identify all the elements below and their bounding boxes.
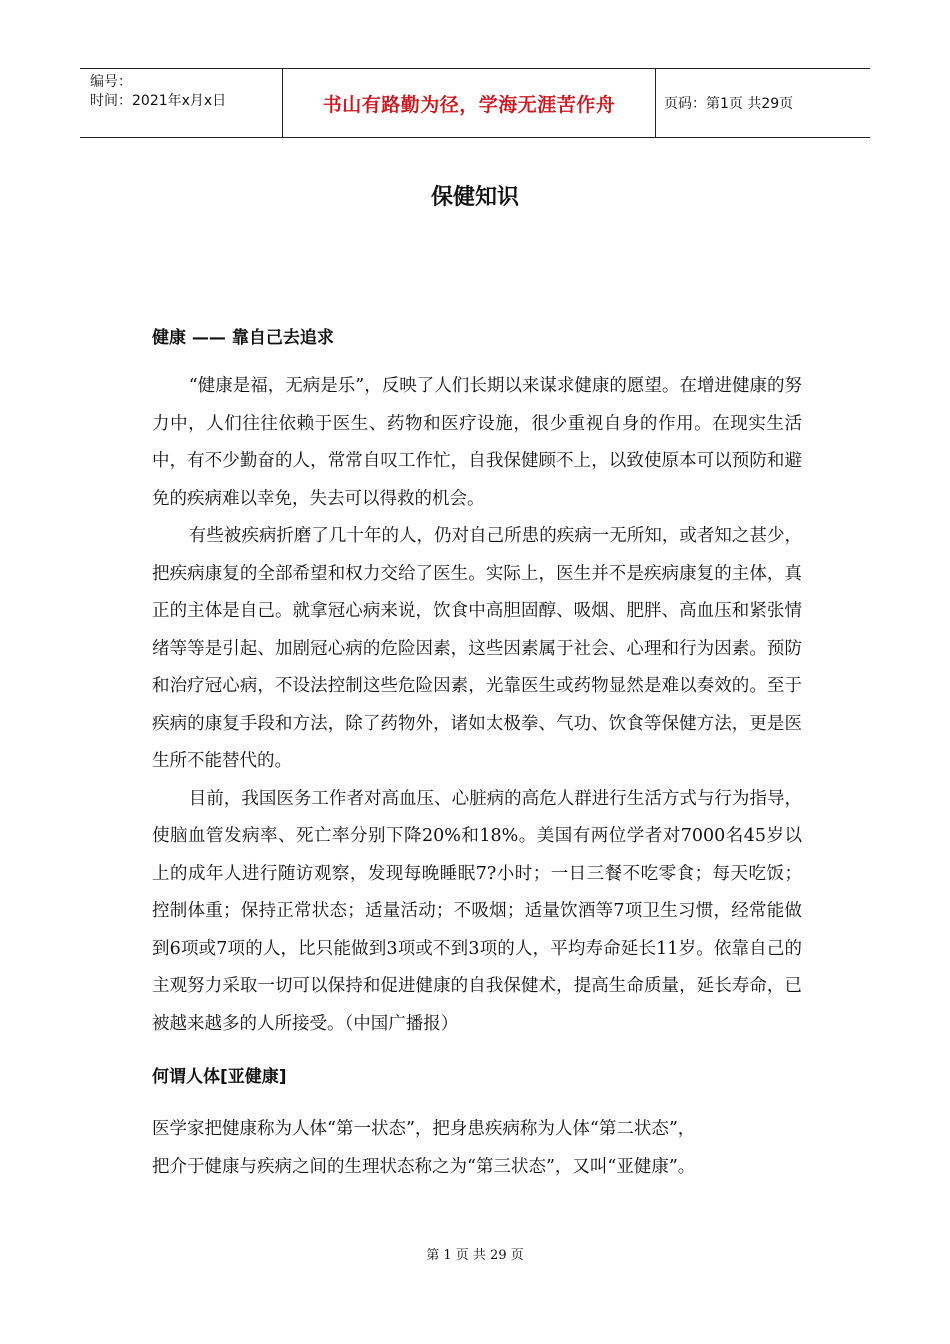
document-body — [152, 322, 802, 1186]
section-heading-subhealth: 何谓人体[亚健康] — [152, 1067, 287, 1087]
page-info: 页码：第1页 共29页 — [664, 96, 794, 112]
paragraph: 目前，我国医务工作者对高血压、心脏病的高危人群进行生活方式与行为指导，使脑血管发病率、死亡率分别下降20%和18%。美国有两位学者对7000名45岁以上的成年人进行随访观察，发现每晚睡眠7?小时；一日三餐不吃零食；每天吃饭；控制体重；保持正常状态；适量活动；不吸烟；适量饮酒等7项卫生习惯，经常能做到6项或7项的人，比只能做到3项或不到3项的人，平均寿命延长11岁。依靠自己的主观努力采取一切可以保持和促进健康的自我保健术，提高生命质量，延长寿命，已被越来越多的人所接受。（中国广播报） — [152, 788, 802, 1034]
motto: 书山有路勤为径，学海无涯苦作舟 — [282, 69, 656, 137]
number-label: 编号： — [90, 74, 132, 90]
text-line: 医学家把健康称为人体“第一状态”，把身患疾病称为人体“第二状态”， — [152, 1119, 696, 1139]
paragraph: 有些被疾病折磨了几十年的人，仍对自己所患的疾病一无所知，或者知之甚少，把疾病康复的全部希望和权力交给了医生。实际上，医生并不是疾病康复的主体，真正的主体是自己。就拿冠心病来说，饮食中高胆固醇、吸烟、肥胖、高血压和紧张情绪等等是引起、加剧冠心病的危险因素，这些因素属于社会、心理和行为因素。预防和治疗冠心病，不设法控制这些危险因素，光靠医生或药物显然是难以奏效的。至于疾病的康复手段和方法，除了药物外，诸如太极拳、气功、饮食等保健方法，更是医生所不能替代的。 — [152, 526, 802, 771]
page-footer: 第 1 页 共 29 页 — [426, 1248, 524, 1263]
text-line: 把介于健康与疾病之间的生理状态称之为“第三状态”，又叫“亚健康”。 — [152, 1156, 696, 1177]
document-title: 保健知识 — [430, 185, 519, 210]
header-left-cell — [80, 69, 282, 137]
section-heading-health: 健康 —— 靠自己去追求 — [152, 328, 334, 348]
time-label: 时间：2021年x月x日 — [90, 93, 227, 109]
document-header — [80, 68, 870, 138]
paragraph: “健康是福，无病是乐”，反映了人们长期以来谋求健康的愿望。在增进健康的努力中，人们往往依赖于医生、药物和医疗设施，很少重视自身的作用。在现实生活中，有不少勤奋的人，常常自叹工作忙，自我保健顾不上，以致使原本可以预防和避免的疾病难以幸免，失去可以得救的机会。 — [152, 376, 802, 509]
